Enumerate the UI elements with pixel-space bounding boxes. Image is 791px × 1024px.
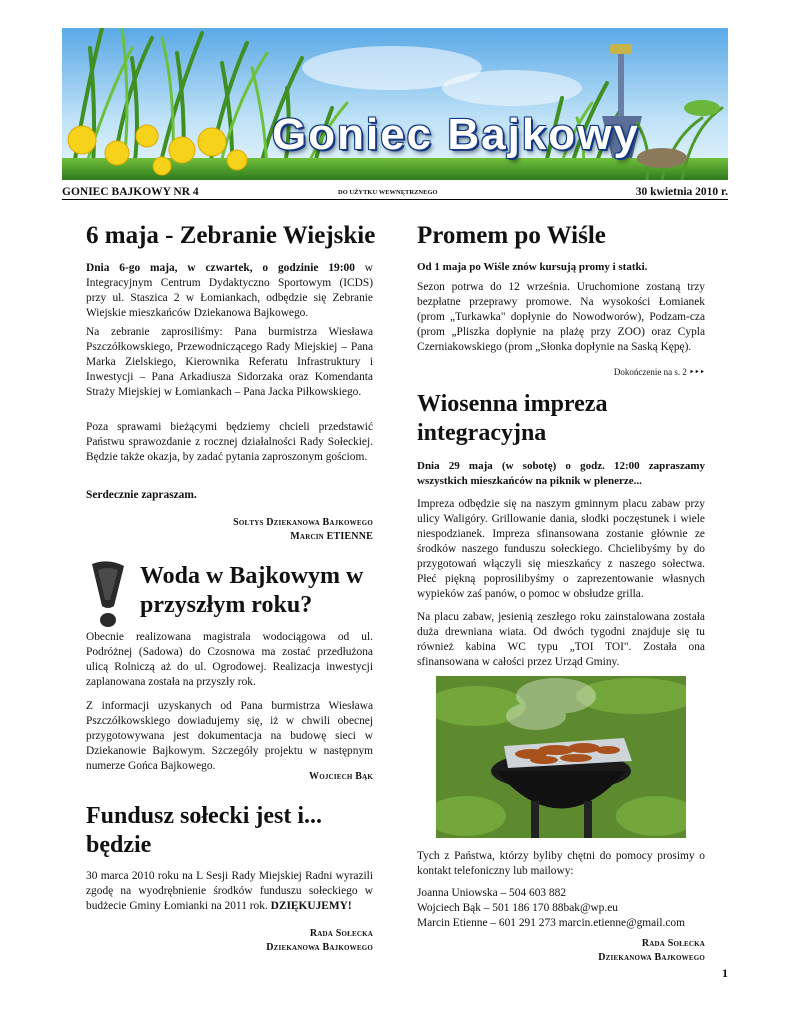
article2-signature: Wojciech Bąk xyxy=(309,771,373,782)
article1-closing: Serdecznie zapraszam. xyxy=(86,489,197,501)
article5-paragraph2: Na placu zabaw, jesienią zeszłego roku zainstalowana została duża drewniana wiata. Od dwóch tygodni znajduje się tu również kabina WC typu „TOI TOI". Została ona sfinansowana w całości przez Urząd Gminy. xyxy=(417,611,705,668)
article5-title: Wiosenna impreza integracyjna xyxy=(417,391,608,446)
contact-item[interactable]: Marcin Etienne – 601 291 273 marcin.etienne@gmail.com xyxy=(417,917,685,929)
masthead-divider xyxy=(62,199,728,200)
contact-list xyxy=(417,886,717,931)
article2-title: Woda w Bajkowym w przyszłym roku? xyxy=(140,563,364,618)
article2-paragraph1: Obecnie realizowana magistrala wodociągowa od ul. Podróżnej (Sadowa) do Czosnowa ma zostać przedłużona ulicą Rolniczą aż do ul. Ogrodowej. Realizacja inwestycji zaplanowana została na przyszły rok. xyxy=(86,631,373,688)
masthead-banner xyxy=(62,28,728,180)
article3-title: Fundusz sołecki jest i... będzie xyxy=(86,803,323,858)
banner-title: Goniec Bajkowy xyxy=(272,110,640,159)
article1-title: 6 maja - Zebranie Wiejskie xyxy=(86,222,376,249)
internal-use-label: DO UŻYTKU WEWNĘTRZNEGO xyxy=(338,189,438,196)
article4-paragraph1: Sezon potrwa do 12 września. Uruchomione zostaną trzy bezpłatne przeprawy promowe. Na wysokości Łomianek (prom „Turkawka" dopłynie do Nowodworów), Podzam-cza (prom „Pliszka dopłynie na plażę przy ZOO) oraz Cypla Czerniakowskiego (prom „Słonka dopłynie na Saską Kępę). xyxy=(417,281,705,353)
grill-photo xyxy=(436,676,686,838)
article3-signature: Rada Sołecka Dziekanowa Bajkowego xyxy=(266,928,373,953)
issue-number: GONIEC BAJKOWY NR 4 xyxy=(62,186,199,198)
article5-paragraph1: Impreza odbędzie się na naszym gminnym placu zabaw przy ulicy Waligóry. Grillowanie dania, słodki poczęstunek i wiele niespodzianek. Impreza sfinansowana zostanie głównie ze środków naszego funduszu sołeckiego. Chcielibyśmy by do przygotowań włączyli się mieszkańcy z naszego sołectwa. Płeć piękną poprosilibyśmy o zaprezentowanie własnych wypieków zaś panów, o pomoc w obsłudze grilla. xyxy=(417,498,705,600)
article4-continued[interactable]: Dokończenie na s. 2 ‣‣‣ xyxy=(613,367,705,377)
article1-paragraph3: Poza sprawami bieżącymi będziemy chcieli przedstawić Państwu sprawozdanie z rocznej działalności Rady Sołeckiej. Będzie także okazja, by zadać pytania zaproszonym gościom. xyxy=(86,421,373,463)
contact-item: Joanna Uniowska – 504 603 882 xyxy=(417,887,567,899)
contact-item[interactable]: Wojciech Bąk – 501 186 170 88bak@wp.eu xyxy=(417,902,618,914)
exclamation-icon xyxy=(88,560,128,628)
issue-date: 30 kwietnia 2010 r. xyxy=(635,186,728,198)
article5-paragraph3: Tych z Państwa, którzy byliby chętni do pomocy prosimy o kontakt telefoniczny lub mailowy: xyxy=(417,850,705,877)
article4-lead: Od 1 maja po Wiśle znów kursują promy i statki. xyxy=(417,261,648,273)
article1-signature: Sołtys Dziekanowa Bajkowego Marcin ETIENNE xyxy=(233,517,373,542)
article5-lead: Dnia 29 maja (w sobotę) o godz. 12:00 zapraszamy wszystkich mieszkańców na piknik w plenerze... xyxy=(417,460,705,487)
article4-title: Promem po Wiśle xyxy=(417,222,606,249)
article1-paragraph2: Na zebranie zaprosiliśmy: Pana burmistrza Wiesława Pszczółkowskiego, Przewodniczącego Rady Miejskiej – Pana Marka Zielskiego, Kierownika Referatu Infrastruktury i Inwestycji – Pana Arkadiusza Sidorzaka oraz Komendanta Straży Miejskiej w Łomiankach – Pana Jacka Piłkowskiego. xyxy=(86,326,373,398)
article5-signature: Rada Sołecka Dziekanowa Bajkowego xyxy=(598,938,705,963)
page-number: 1 xyxy=(722,966,728,980)
article3-paragraph1: 30 marca 2010 roku na L Sesji Rady Miejskiej Radni wyrazili zgodę na wyodrębnienie środków funduszu sołeckiego w budżecie Gminy Łomianki na 2011 rok. DZIĘKUJEMY! xyxy=(86,870,373,912)
article1-paragraph1: Dnia 6-go maja, w czwartek, o godzinie 19:00 w Integracyjnym Centrum Dydaktyczno Sportowym (ICDS) przy ul. Staszica 2 w Łomiankach, odbędzie się Zebranie Wiejskie mieszkańców Dziekanowa Bajkowego. xyxy=(86,262,374,319)
article2-paragraph2: Z informacji uzyskanych od Pana burmistrza Wiesława Pszczółkowskiego dowiadujemy się, iż w chwili obecnej przygotowywana jest dokumentacja na budowę sieci w Dziekanowie Bajkowym. Szczegóły projektu w następnym numerze Gońca Bajkowego. xyxy=(86,700,373,772)
